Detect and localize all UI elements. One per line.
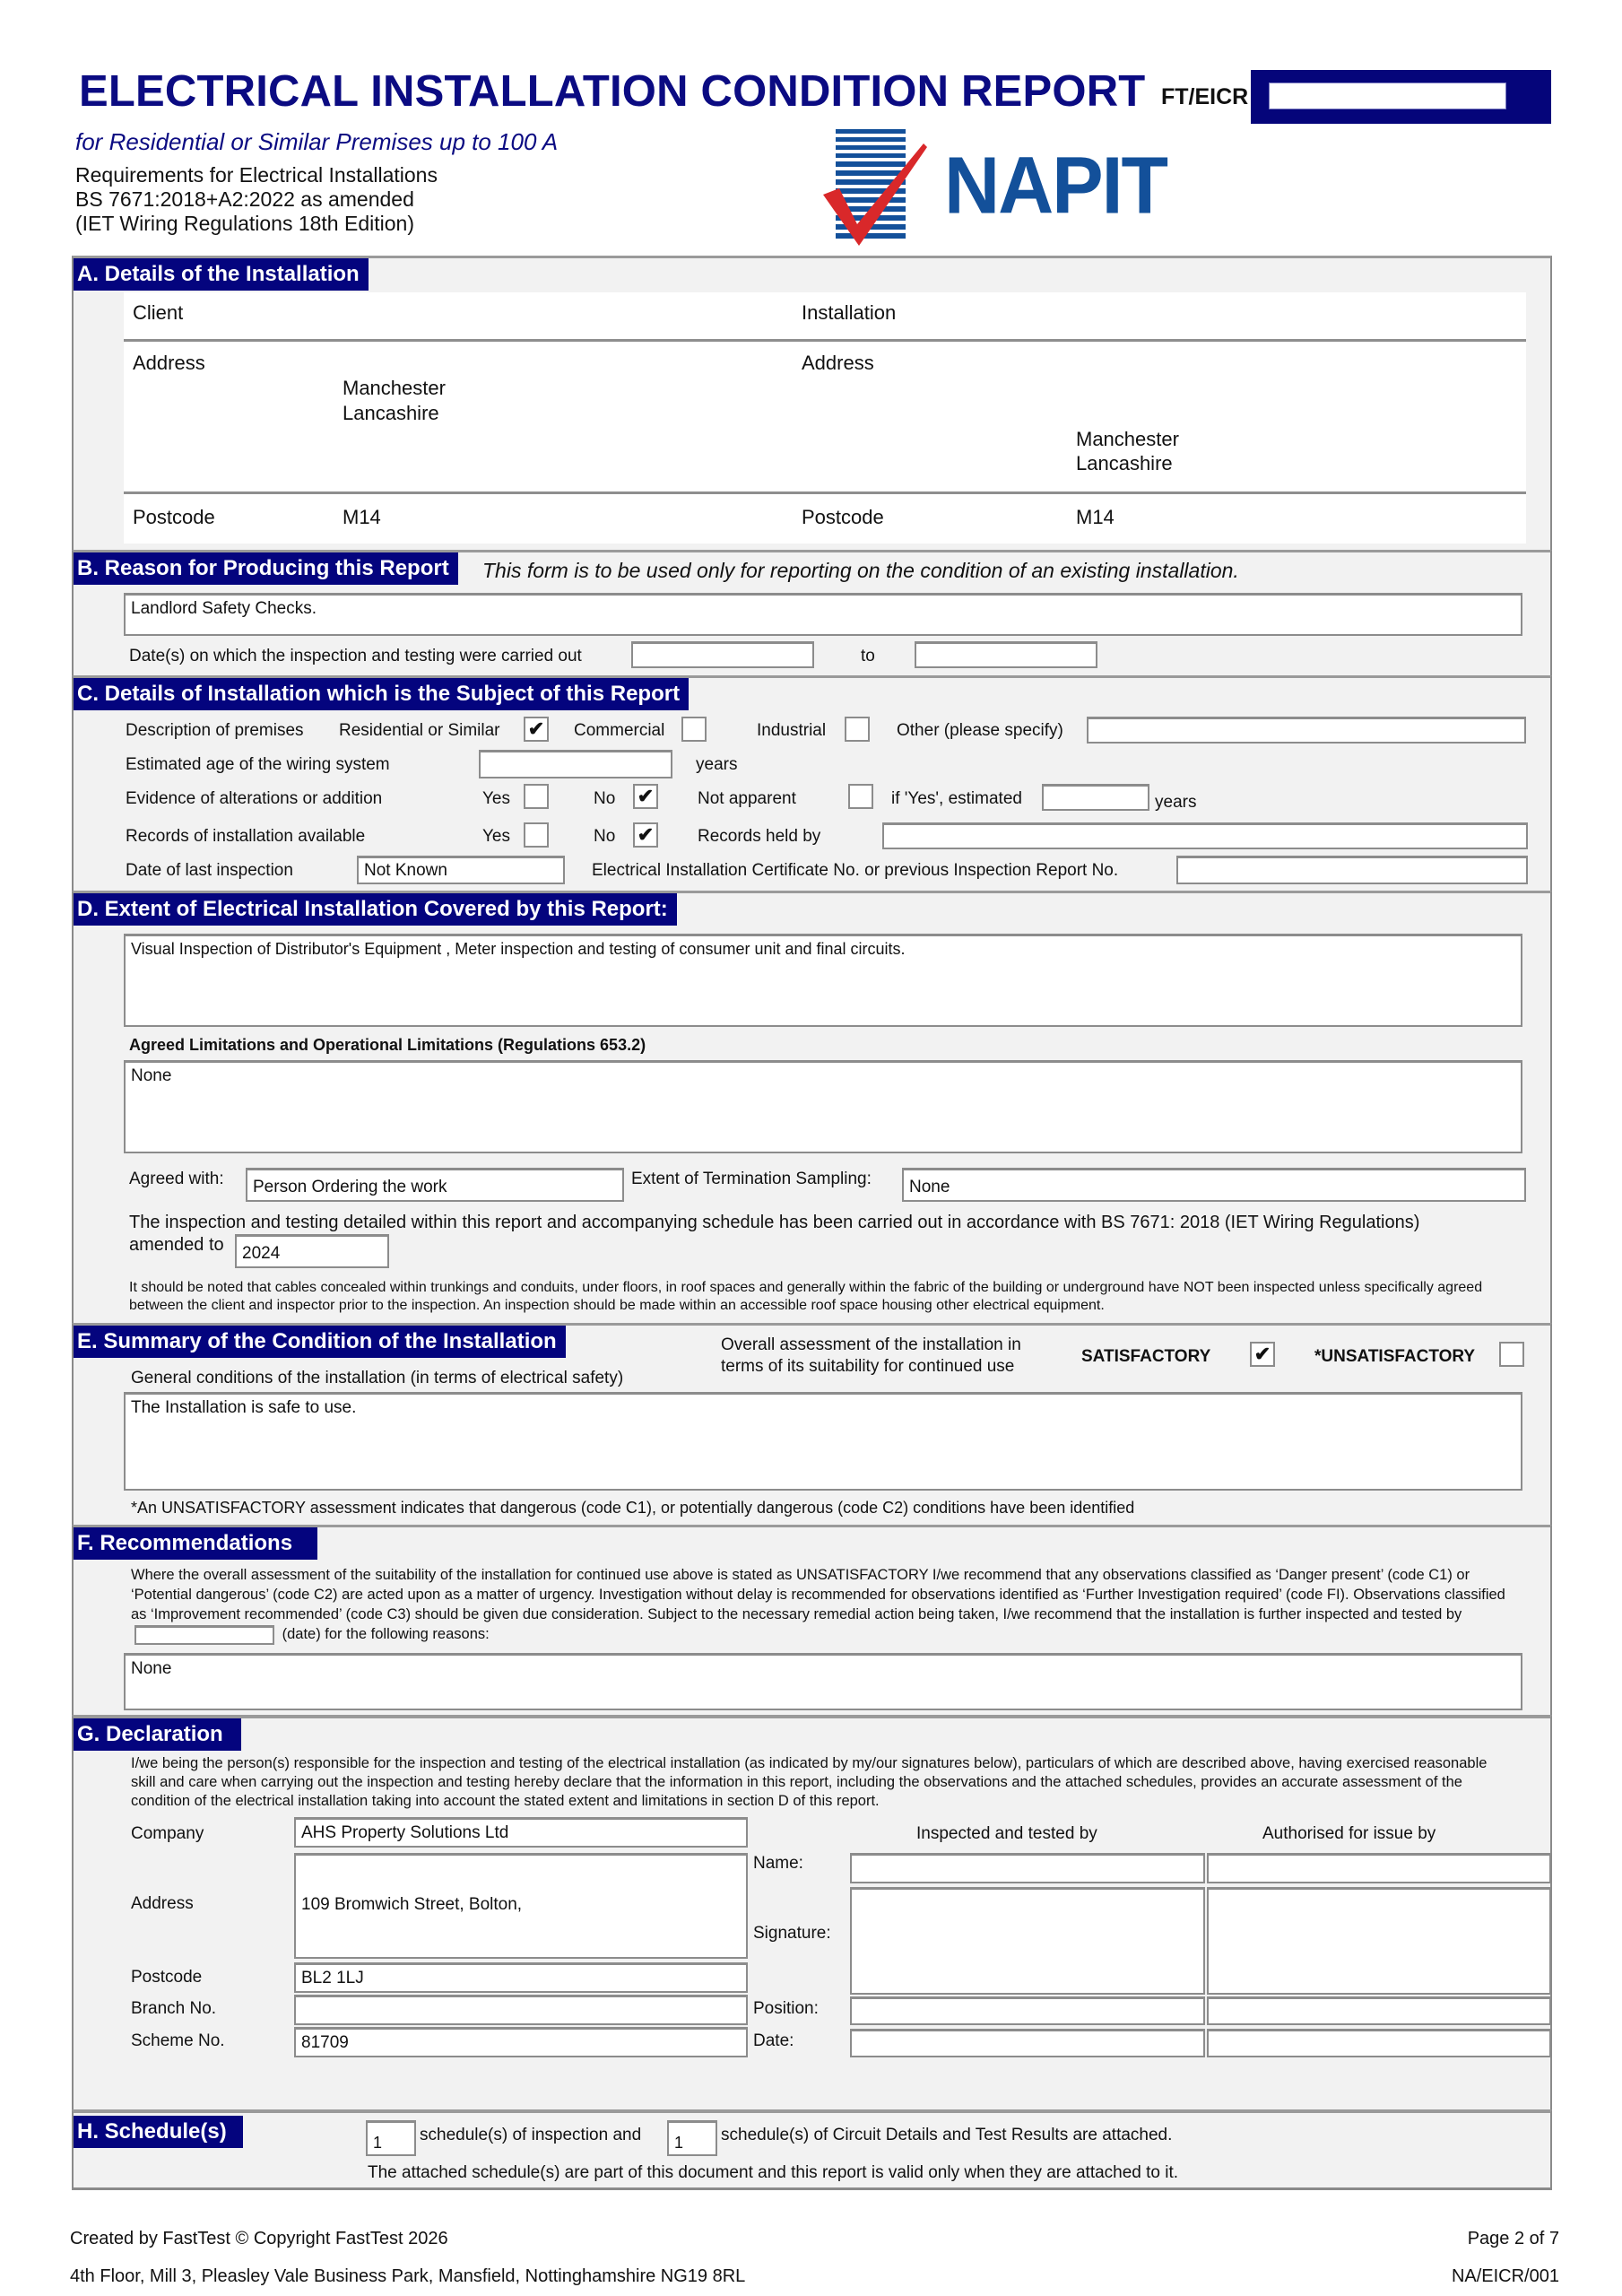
if-yes-estimated-label: if 'Yes', estimated bbox=[891, 789, 1022, 808]
if-yes-estimated-field[interactable] bbox=[1042, 784, 1149, 811]
inspector-position-field[interactable] bbox=[850, 1996, 1205, 2025]
scheme-no-label: Scheme No. bbox=[131, 2031, 225, 2050]
name-label: Name: bbox=[753, 1854, 803, 1873]
installation-postcode-label: Postcode bbox=[802, 506, 884, 528]
wiring-age-label: Estimated age of the wiring system bbox=[126, 755, 390, 774]
industrial-checkbox[interactable] bbox=[845, 717, 870, 742]
client-address-label: Address bbox=[133, 352, 205, 374]
section-h bbox=[72, 2109, 1552, 2190]
section-d-title: D. Extent of Electrical Installation Covered by this Report: bbox=[74, 893, 677, 926]
branch-no-label: Branch No. bbox=[131, 1999, 217, 2018]
client-postcode-value[interactable]: M14 bbox=[343, 506, 381, 528]
unsatisfactory-footnote: *An UNSATISFACTORY assessment indicates that dangerous (code C1), or potentially dangerous (code C2) conditions have been identified bbox=[131, 1499, 1135, 1517]
unsatisfactory-label: *UNSATISFACTORY bbox=[1314, 1347, 1476, 1366]
other-premises-label: Other (please specify) bbox=[897, 721, 1063, 740]
divider bbox=[124, 339, 1526, 342]
alterations-no-label: No bbox=[594, 789, 616, 808]
wiring-age-years-label: years bbox=[696, 755, 738, 774]
accordance-text: The inspection and testing detailed within this report and accompanying schedule has been carried out in accordance with BS 7671: 2018 (IET Wiring Regulations) bbox=[129, 1213, 1420, 1232]
footer-address: 4th Floor, Mill 3, Pleasley Vale Business Park, Mansfield, Nottinghamshire NG19 8RL bbox=[70, 2266, 746, 2286]
section-b bbox=[72, 550, 1552, 675]
alterations-no-checkbox[interactable]: ✔ bbox=[633, 784, 658, 809]
satisfactory-label: SATISFACTORY bbox=[1081, 1347, 1211, 1366]
industrial-label: Industrial bbox=[757, 721, 827, 740]
alterations-yes-label: Yes bbox=[482, 789, 510, 808]
wiring-age-field[interactable] bbox=[479, 750, 672, 778]
report-title: ELECTRICAL INSTALLATION CONDITION REPORT bbox=[79, 67, 1146, 116]
limitations-label: Agreed Limitations and Operational Limitations (Regulations 653.2) bbox=[129, 1036, 646, 1054]
section-c bbox=[72, 675, 1552, 891]
to-label: to bbox=[861, 647, 875, 665]
authoriser-date-field[interactable] bbox=[1207, 2029, 1551, 2057]
residential-checkbox[interactable]: ✔ bbox=[524, 717, 549, 742]
last-inspection-field[interactable]: Not Known bbox=[357, 856, 565, 884]
branch-no-field[interactable] bbox=[294, 1995, 748, 2025]
records-available-label: Records of installation available bbox=[126, 827, 366, 846]
termination-sampling-field[interactable]: None bbox=[902, 1168, 1526, 1202]
satisfactory-checkbox[interactable]: ✔ bbox=[1250, 1342, 1275, 1367]
installation-address-line-1[interactable]: Manchester bbox=[1076, 428, 1179, 450]
signature-label: Signature: bbox=[753, 1924, 831, 1943]
napit-stripes-check-icon bbox=[823, 127, 931, 248]
installation-address-line-2[interactable]: Lancashire bbox=[1076, 452, 1173, 474]
general-conditions-field[interactable]: The Installation is safe to use. bbox=[124, 1392, 1522, 1491]
report-ref-label: FT/EICR bbox=[1161, 84, 1249, 109]
inspection-schedule-count[interactable]: 1 bbox=[366, 2120, 416, 2156]
recommendations-text bbox=[131, 1565, 1512, 1645]
report-ref-field[interactable] bbox=[1269, 83, 1506, 109]
records-held-by-label: Records held by bbox=[698, 827, 821, 846]
section-f bbox=[72, 1525, 1552, 1715]
circuit-schedule-count[interactable]: 1 bbox=[667, 2120, 717, 2156]
footer-created-by: Created by FastTest © Copyright FastTest 2026 bbox=[70, 2229, 448, 2248]
client-postcode-label: Postcode bbox=[133, 506, 215, 528]
report-ref-box bbox=[1251, 70, 1551, 124]
client-address-line-2[interactable]: Lancashire bbox=[343, 402, 439, 424]
inspection-dates-label: Date(s) on which the inspection and testing were carried out bbox=[129, 647, 582, 665]
installation-details-panel bbox=[124, 292, 1526, 544]
not-apparent-label: Not apparent bbox=[698, 789, 796, 808]
section-h-title: H. Schedule(s) bbox=[74, 2116, 243, 2148]
inspector-signature-field[interactable] bbox=[850, 1887, 1205, 1995]
agreed-with-field[interactable]: Person Ordering the work bbox=[246, 1168, 624, 1202]
circuit-schedule-text: schedule(s) of Circuit Details and Test Results are attached. bbox=[721, 2126, 1173, 2144]
inspected-by-header: Inspected and tested by bbox=[916, 1824, 1097, 1843]
section-a bbox=[72, 256, 1552, 550]
company-postcode-label: Postcode bbox=[131, 1968, 203, 1987]
section-c-title: C. Details of Installation which is the Subject of this Report bbox=[74, 678, 689, 710]
records-no-label: No bbox=[594, 827, 616, 846]
company-label: Company bbox=[131, 1824, 204, 1843]
agreed-with-label: Agreed with: bbox=[129, 1170, 224, 1188]
client-address-line-1[interactable]: Manchester bbox=[343, 377, 446, 399]
premises-label: Description of premises bbox=[126, 721, 304, 740]
authoriser-name-field[interactable] bbox=[1207, 1853, 1551, 1883]
date-suffix: (date) for the following reasons: bbox=[282, 1626, 490, 1642]
napit-logo bbox=[823, 127, 1167, 248]
company-address-field[interactable]: 109 Bromwich Street, Bolton, bbox=[294, 1853, 748, 1959]
date-label: Date: bbox=[753, 2031, 794, 2050]
amended-to-label: amended to bbox=[129, 1235, 224, 1255]
amended-to-field[interactable]: 2024 bbox=[235, 1234, 389, 1268]
section-b-note: This form is to be used only for reporting on the condition of an existing installation. bbox=[482, 559, 1239, 582]
limitations-field[interactable]: None bbox=[124, 1060, 1522, 1153]
installation-postcode-value[interactable]: M14 bbox=[1076, 506, 1115, 528]
scheme-no-field[interactable]: 81709 bbox=[294, 2027, 748, 2057]
company-field[interactable]: AHS Property Solutions Ltd bbox=[294, 1817, 748, 1848]
inspector-name-field[interactable] bbox=[850, 1853, 1205, 1883]
unsatisfactory-checkbox[interactable] bbox=[1499, 1342, 1524, 1367]
napit-logo-text: NAPIT bbox=[944, 140, 1167, 231]
alterations-label: Evidence of alterations or addition bbox=[126, 789, 383, 808]
commercial-label: Commercial bbox=[574, 721, 665, 740]
installation-label: Installation bbox=[802, 301, 897, 324]
declaration-text: I/we being the person(s) responsible for the inspection and testing of the electrical installation (as indicated by my/our signatures below), particulars of which are described above, having exercised reasonable skill and care when carrying out the inspection and testing hereby declare that the information in this report, including the observations and the attached schedules, provides an accurate assessment of the condition of the electrical installation taking into account the stated extent and limitations in section D of this report. bbox=[131, 1755, 1488, 1809]
previous-certificate-label: Electrical Installation Certificate No. or previous Inspection Report No. bbox=[592, 861, 1119, 880]
requirements-line-3: (IET Wiring Regulations 18th Edition) bbox=[75, 212, 414, 235]
section-a-title: A. Details of the Installation bbox=[74, 258, 369, 291]
other-premises-field[interactable] bbox=[1087, 717, 1526, 744]
section-b-title: B. Reason for Producing this Report bbox=[74, 552, 458, 585]
footer-form-code: NA/EICR/001 bbox=[1451, 2266, 1559, 2286]
divider bbox=[124, 491, 1526, 494]
termination-sampling-label: Extent of Termination Sampling: bbox=[631, 1170, 872, 1188]
overall-assessment-label: Overall assessment of the installation in terms of its suitability for continued use bbox=[721, 1335, 1021, 1376]
section-e bbox=[72, 1323, 1552, 1525]
section-g-title: G. Declaration bbox=[74, 1718, 241, 1751]
client-label: Client bbox=[133, 301, 184, 324]
records-held-by-field[interactable] bbox=[882, 822, 1528, 849]
authoriser-position-field[interactable] bbox=[1207, 1996, 1551, 2025]
authorised-by-header: Authorised for issue by bbox=[1262, 1824, 1436, 1843]
authoriser-signature-field[interactable] bbox=[1207, 1887, 1551, 1995]
installation-address-label: Address bbox=[802, 352, 874, 374]
company-postcode-field[interactable]: BL2 1LJ bbox=[294, 1962, 748, 1993]
records-yes-checkbox[interactable] bbox=[524, 822, 549, 848]
recommendation-reasons-field[interactable]: None bbox=[124, 1653, 1522, 1710]
records-no-checkbox[interactable]: ✔ bbox=[633, 822, 658, 848]
general-conditions-label: General conditions of the installation (in terms of electrical safety) bbox=[131, 1369, 624, 1387]
extent-field[interactable]: Visual Inspection of Distributor's Equipment , Meter inspection and testing of consumer unit and final circuits. bbox=[124, 934, 1522, 1027]
if-yes-years-label: years bbox=[1155, 793, 1197, 812]
last-inspection-label: Date of last inspection bbox=[126, 861, 293, 880]
inspection-date-to[interactable] bbox=[915, 641, 1097, 668]
residential-label: Residential or Similar bbox=[339, 721, 500, 740]
reason-field[interactable]: Landlord Safety Checks. bbox=[124, 593, 1522, 636]
requirements-line-2: BS 7671:2018+A2:2022 as amended bbox=[75, 187, 414, 211]
previous-certificate-field[interactable] bbox=[1176, 856, 1528, 884]
reinspection-date-field[interactable] bbox=[134, 1625, 274, 1645]
position-label: Position: bbox=[753, 1999, 819, 2018]
records-yes-label: Yes bbox=[482, 827, 510, 846]
commercial-checkbox[interactable] bbox=[681, 717, 707, 742]
alterations-yes-checkbox[interactable] bbox=[524, 784, 549, 809]
section-e-title: E. Summary of the Condition of the Installation bbox=[74, 1326, 566, 1358]
requirements-line-1: Requirements for Electrical Installations bbox=[75, 163, 438, 187]
inspection-schedule-text: schedule(s) of inspection and bbox=[420, 2126, 642, 2144]
report-subtitle: for Residential or Similar Premises up to 100 A bbox=[75, 128, 559, 155]
section-g bbox=[72, 1715, 1552, 2109]
recommendations-body: Where the overall assessment of the suitability of the installation for continued use above is stated as UNSATISFACTORY I/we recommend that any observations classified as ‘Danger present’ (code C1) or ‘Potential dangerous’ (code C2) are acted upon as a matter of urgency. Investigation without delay is recommended for observations identified as ‘Further Investigation required’ (code FI). Observations classified as ‘Improvement recommended’ (code C3) should be given due consideration. Subject to the necessary remedial action being taken, I/we recommend that the installation is further inspected and tested by bbox=[131, 1567, 1505, 1622]
not-apparent-checkbox[interactable] bbox=[848, 784, 873, 809]
concealed-cables-note: It should be noted that cables concealed within trunkings and conduits, under floors, in roof spaces and generally within the fabric of the building or underground have NOT been inspected unless specifically agreed between the client and inspector prior to the inspection. An inspection should be made within an accessible roof space housing other electrical equipment. bbox=[129, 1280, 1483, 1313]
section-f-title: F. Recommendations bbox=[74, 1527, 317, 1560]
inspector-date-field[interactable] bbox=[850, 2029, 1205, 2057]
company-address-label: Address bbox=[131, 1894, 194, 1913]
schedule-validity-note: The attached schedule(s) are part of this document and this report is valid only when they are attached to it. bbox=[368, 2163, 1179, 2182]
inspection-date-from[interactable] bbox=[631, 641, 814, 668]
footer-page-number: Page 2 of 7 bbox=[1467, 2229, 1559, 2248]
section-d bbox=[72, 891, 1552, 1323]
